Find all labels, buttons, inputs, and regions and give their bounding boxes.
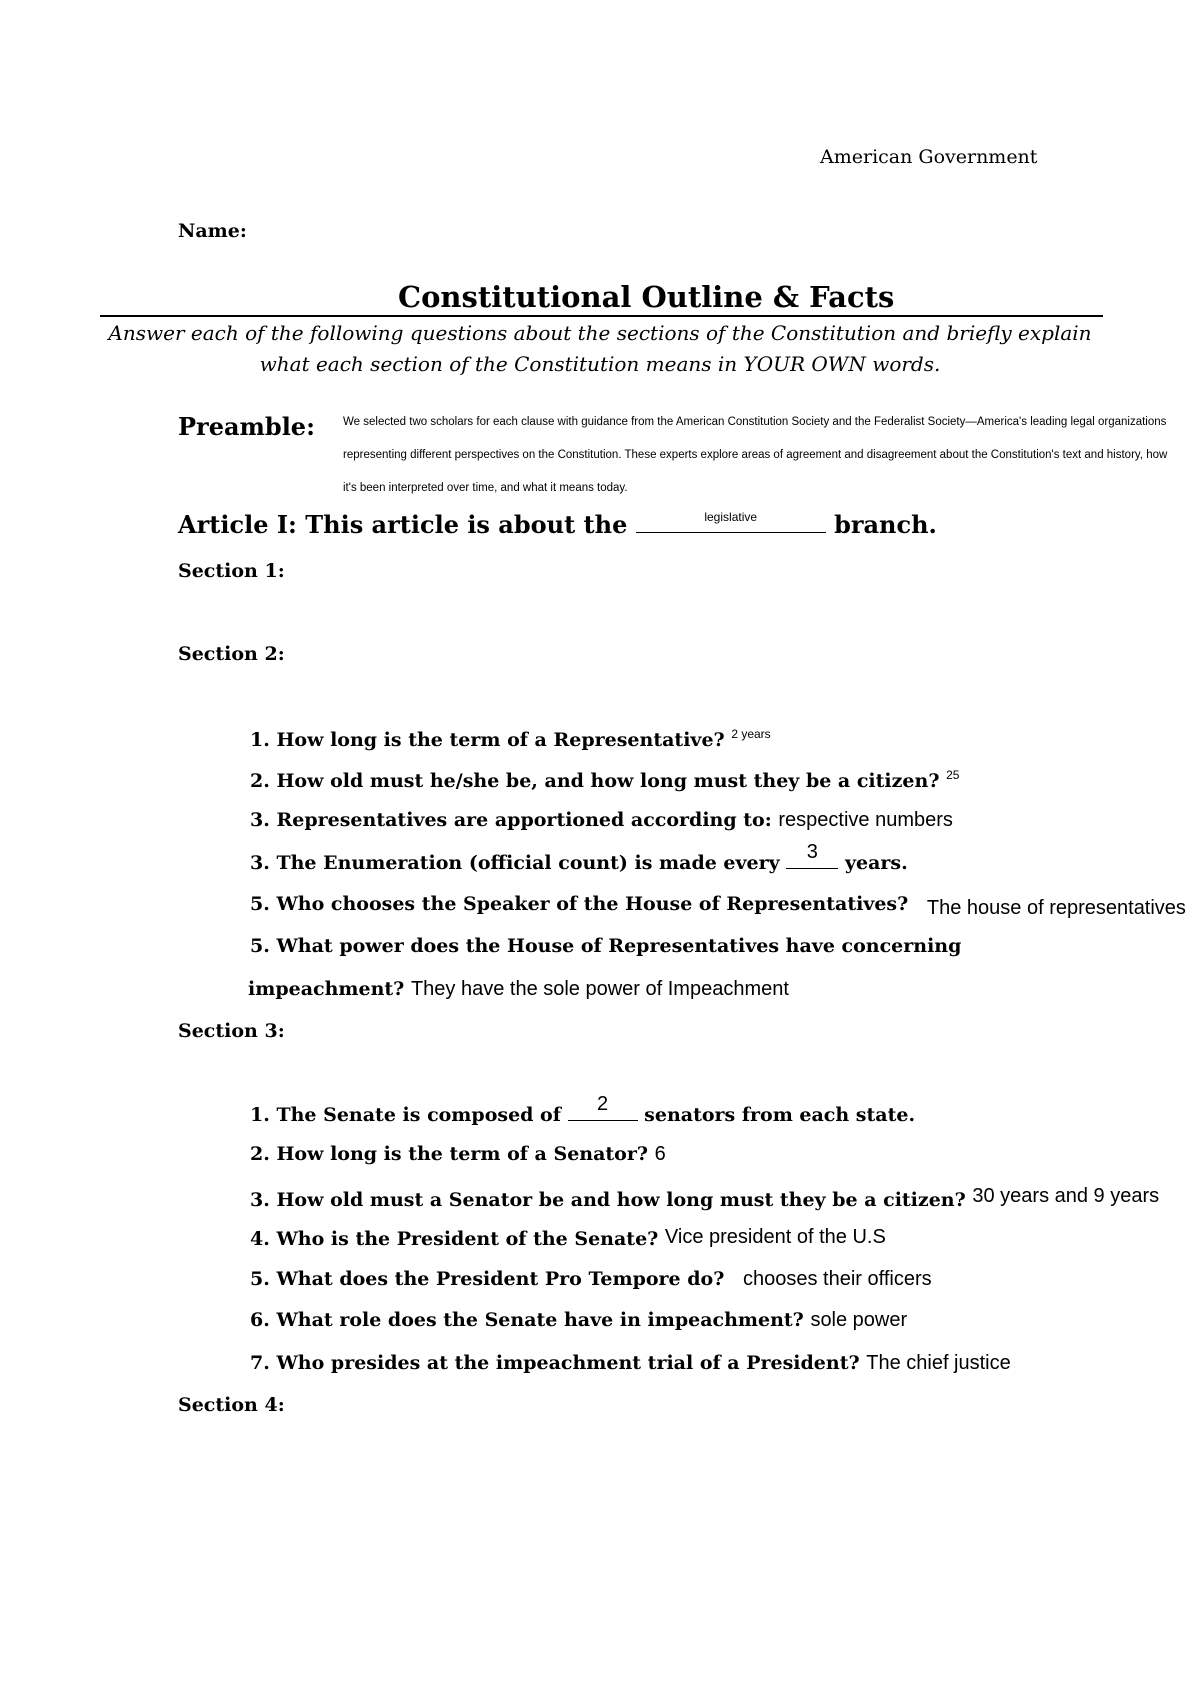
question-text: The Senate is composed of <box>276 1104 561 1126</box>
section-3-question-4 <box>250 1226 886 1250</box>
question-answer: Vice president of the U.S <box>664 1226 886 1248</box>
section-2-question-2 <box>250 768 959 792</box>
question-text: How long is the term of a Representative? <box>276 729 725 751</box>
question-number: 7. <box>250 1352 270 1374</box>
question-text: The Enumeration (official count) is made every <box>276 852 780 874</box>
question-answer: sole power <box>810 1309 908 1331</box>
section-2-question-6 <box>250 935 961 957</box>
page-title: Constitutional Outline & Facts <box>398 280 895 314</box>
section-3-question-7 <box>250 1352 1011 1375</box>
section-4-label: Section 4: <box>178 1394 285 1416</box>
question-answer: 30 years and 9 years <box>972 1185 1160 1207</box>
question-number: 5. <box>250 1268 270 1290</box>
question-number: 6. <box>250 1309 270 1331</box>
question-text-after: senators from each state. <box>644 1104 916 1126</box>
question-answer: The house of representatives <box>926 897 1186 919</box>
article-1-suffix: branch. <box>834 510 937 539</box>
instructions: Answer each of the following questions about the sections of the Constitution and briefly explain what each section of the Constitution means in YOUR OWN words. <box>108 321 1092 376</box>
question-answer: The chief justice <box>866 1352 1011 1374</box>
section-2-label: Section 2: <box>178 643 285 665</box>
question-text: How old must he/she be, and how long must they be a citizen? <box>276 770 940 792</box>
question-answer: 25 <box>946 768 960 782</box>
answer-blank <box>786 841 838 869</box>
question-text: What power does the House of Representatives have concerning <box>276 935 962 957</box>
answer-blank <box>568 1093 638 1121</box>
question-answer: chooses their officers <box>742 1268 932 1290</box>
question-number: 3. <box>250 1189 270 1211</box>
question-text: Who is the President of the Senate? <box>276 1228 659 1250</box>
name-label: Name: <box>178 220 247 242</box>
question-number: 3. <box>250 809 270 831</box>
preamble-label: Preamble: <box>178 412 315 441</box>
section-3-question-6 <box>250 1309 907 1332</box>
question-number: 3. <box>250 852 270 874</box>
question-answer: 3 <box>806 841 818 863</box>
section-2-question-6-continued <box>248 978 789 1001</box>
question-answer: 2 years <box>731 727 771 741</box>
preamble-answer: We selected two scholars for each clause with guidance from the American Constitution Society and the Federalist Society—America's leading legal organizations representing different perspectives on the Constitution. These experts explore areas of agreement and disagreement about the Constitution's text and history, how it's been interpreted over time, and what it means today. <box>343 416 1168 494</box>
question-number: 1. <box>250 729 270 751</box>
question-number: 1. <box>250 1104 270 1126</box>
section-3-question-1 <box>250 1093 916 1126</box>
question-number: 2. <box>250 770 270 792</box>
course-title: American Government <box>820 146 1038 168</box>
question-number: 5. <box>250 893 270 915</box>
section-2-question-5 <box>250 893 1186 920</box>
question-text: Who chooses the Speaker of the House of Representatives? <box>276 893 909 915</box>
question-answer: 2 <box>596 1093 609 1115</box>
article-1-prefix: Article I: This article is about the <box>178 510 628 539</box>
question-text: Representatives are apportioned according to: <box>276 809 772 831</box>
section-2-question-4 <box>250 841 908 874</box>
title-underline <box>100 315 1103 317</box>
article-1-line <box>178 510 937 539</box>
section-1-label: Section 1: <box>178 560 285 582</box>
section-2-question-1 <box>250 727 771 751</box>
article-1-blank <box>636 510 826 533</box>
question-text: What does the President Pro Tempore do? <box>276 1268 725 1290</box>
question-text: How old must a Senator be and how long must they be a citizen? <box>276 1189 966 1211</box>
article-1-answer: legislative <box>704 510 758 524</box>
question-text: What role does the Senate have in impeachment? <box>276 1309 804 1331</box>
question-answer: 6 <box>654 1143 666 1165</box>
section-3-question-2 <box>250 1143 666 1166</box>
question-answer: respective numbers <box>778 809 953 831</box>
question-answer: They have the sole power of Impeachment <box>410 978 789 1000</box>
section-3-label: Section 3: <box>178 1020 285 1042</box>
section-2-question-3 <box>250 809 953 832</box>
question-number: 2. <box>250 1143 270 1165</box>
question-number: 5. <box>250 935 270 957</box>
question-text-after: years. <box>844 852 908 874</box>
question-number: 4. <box>250 1228 270 1250</box>
section-3-question-5 <box>250 1268 932 1291</box>
question-text: Who presides at the impeachment trial of a President? <box>276 1352 860 1374</box>
section-3-question-3 <box>250 1185 1159 1211</box>
question-text: impeachment? <box>248 978 405 1000</box>
question-text: How long is the term of a Senator? <box>276 1143 648 1165</box>
